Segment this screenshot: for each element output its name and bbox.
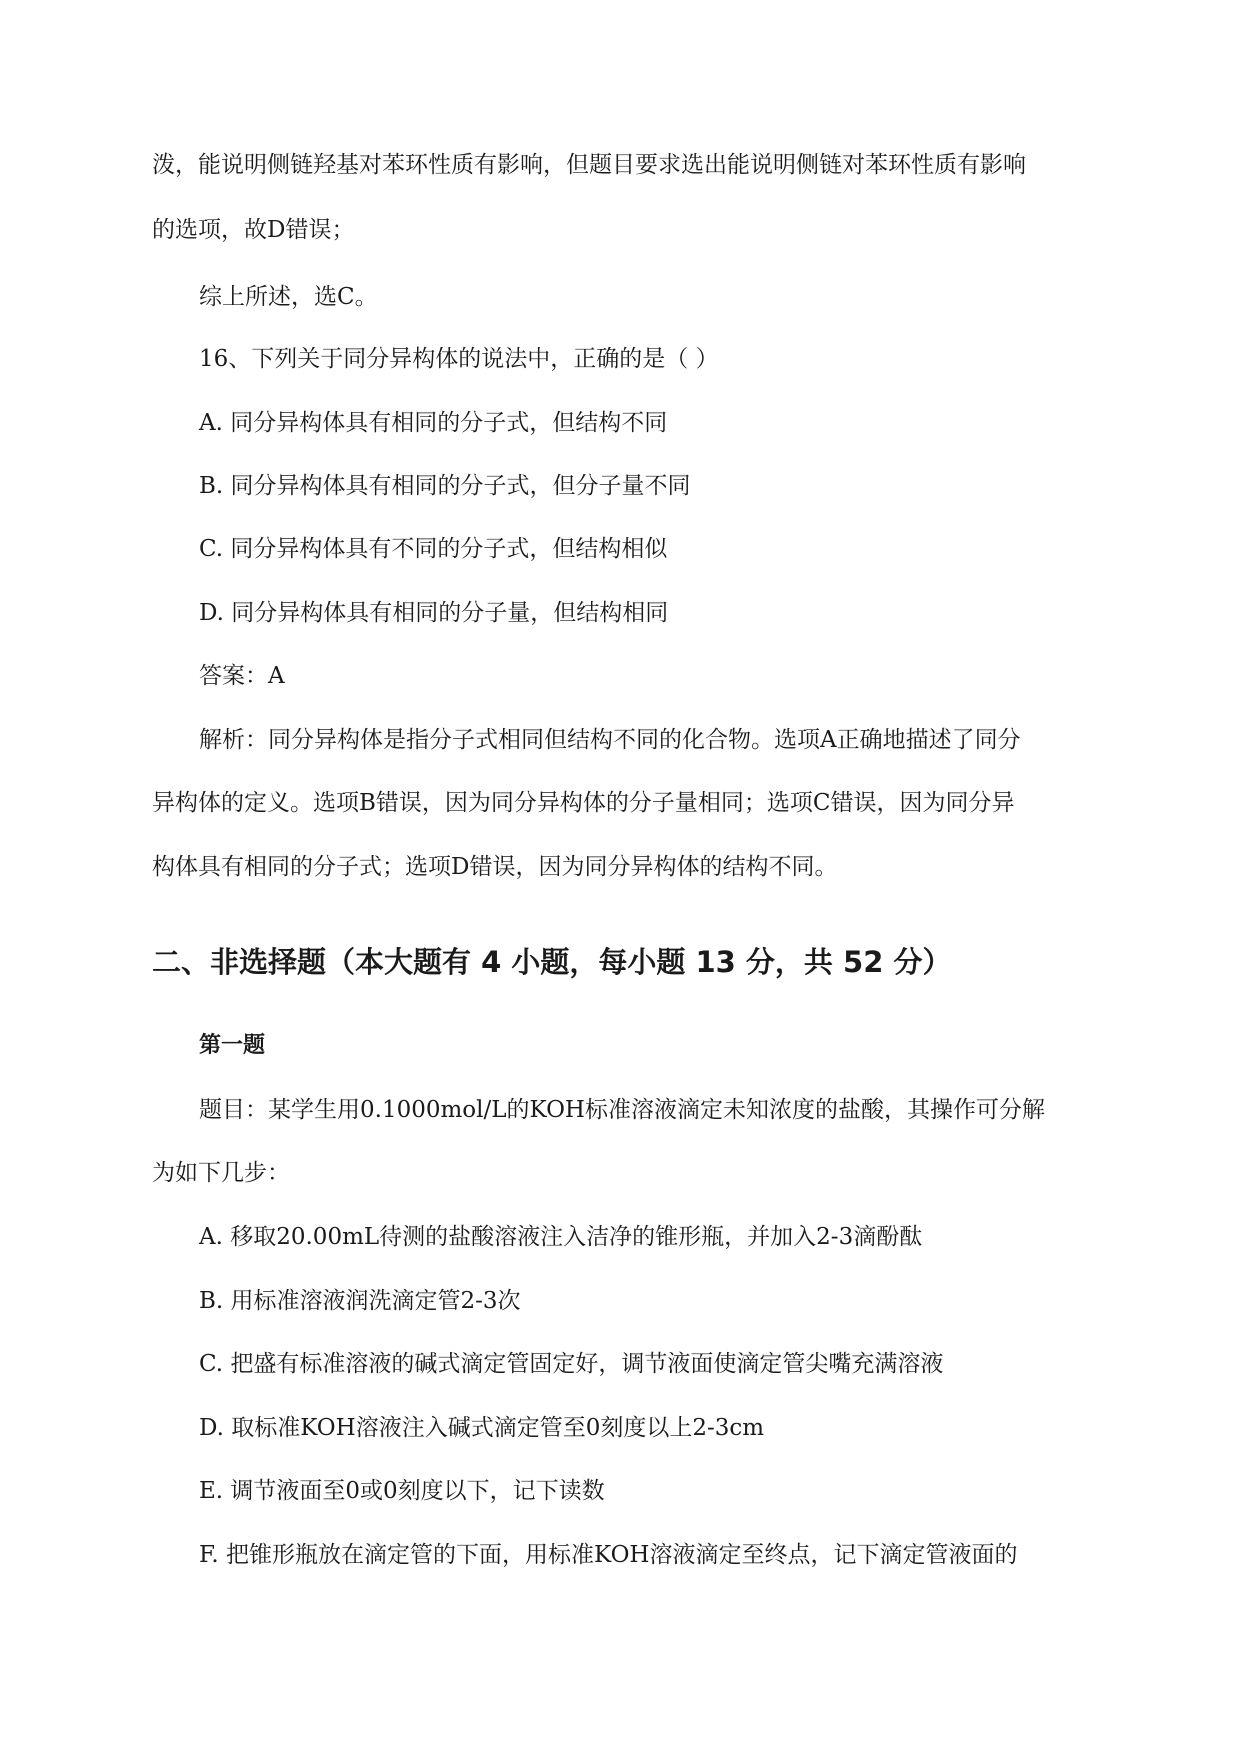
step-a: A. 移取20.00mL待测的盐酸溶液注入洁净的锥形瓶，并加入2-3滴酚酞	[199, 1224, 923, 1250]
step-f: F. 把锥形瓶放在滴定管的下面，用标准KOH溶液滴定至终点，记下滴定管液面的	[199, 1542, 1018, 1568]
analysis-line: 解析：同分异构体是指分子式相同但结构不同的化合物。选项A正确地描述了同分	[199, 727, 1021, 753]
question-16-option-b: B. 同分异构体具有相同的分子式，但分子量不同	[199, 473, 691, 499]
step-e: E. 调节液面至0或0刻度以下，记下读数	[199, 1478, 605, 1504]
section-heading: 二、非选择题（本大题有 4 小题，每小题 13 分，共 52 分）	[152, 945, 952, 979]
question-16-option-a: A. 同分异构体具有相同的分子式，但结构不同	[199, 410, 668, 436]
step-c: C. 把盛有标准溶液的碱式滴定管固定好，调节液面使滴定管尖嘴充满溶液	[199, 1351, 944, 1377]
question-1-stem-line: 为如下几步：	[152, 1160, 290, 1186]
step-b: B. 用标准溶液润洗滴定管2-3次	[199, 1288, 521, 1314]
analysis-line: 异构体的定义。选项B错误，因为同分异构体的分子量相同；选项C错误，因为同分异	[152, 790, 1015, 816]
question-16-option-c: C. 同分异构体具有不同的分子式，但结构相似	[199, 536, 668, 562]
step-d: D. 取标准KOH溶液注入碱式滴定管至0刻度以上2-3cm	[199, 1415, 765, 1441]
paragraph-line: 泼，能说明侧链羟基对苯环性质有影响，但题目要求选出能说明侧链对苯环性质有影响	[152, 152, 1026, 178]
question-16-option-d: D. 同分异构体具有相同的分子量，但结构相同	[199, 600, 669, 626]
summary-line: 综上所述，选C。	[199, 284, 378, 310]
question-16-answer: 答案：A	[199, 663, 285, 689]
question-1-title: 第一题	[199, 1033, 266, 1058]
question-1-stem-line: 题目：某学生用0.1000mol/L的KOH标准溶液滴定未知浓度的盐酸，其操作可分解	[199, 1097, 1045, 1123]
analysis-line: 构体具有相同的分子式；选项D错误，因为同分异构体的结构不同。	[152, 854, 838, 880]
question-16-stem: 16、下列关于同分异构体的说法中，正确的是（ ）	[199, 346, 719, 372]
paragraph-line: 的选项，故D错误；	[152, 217, 355, 243]
